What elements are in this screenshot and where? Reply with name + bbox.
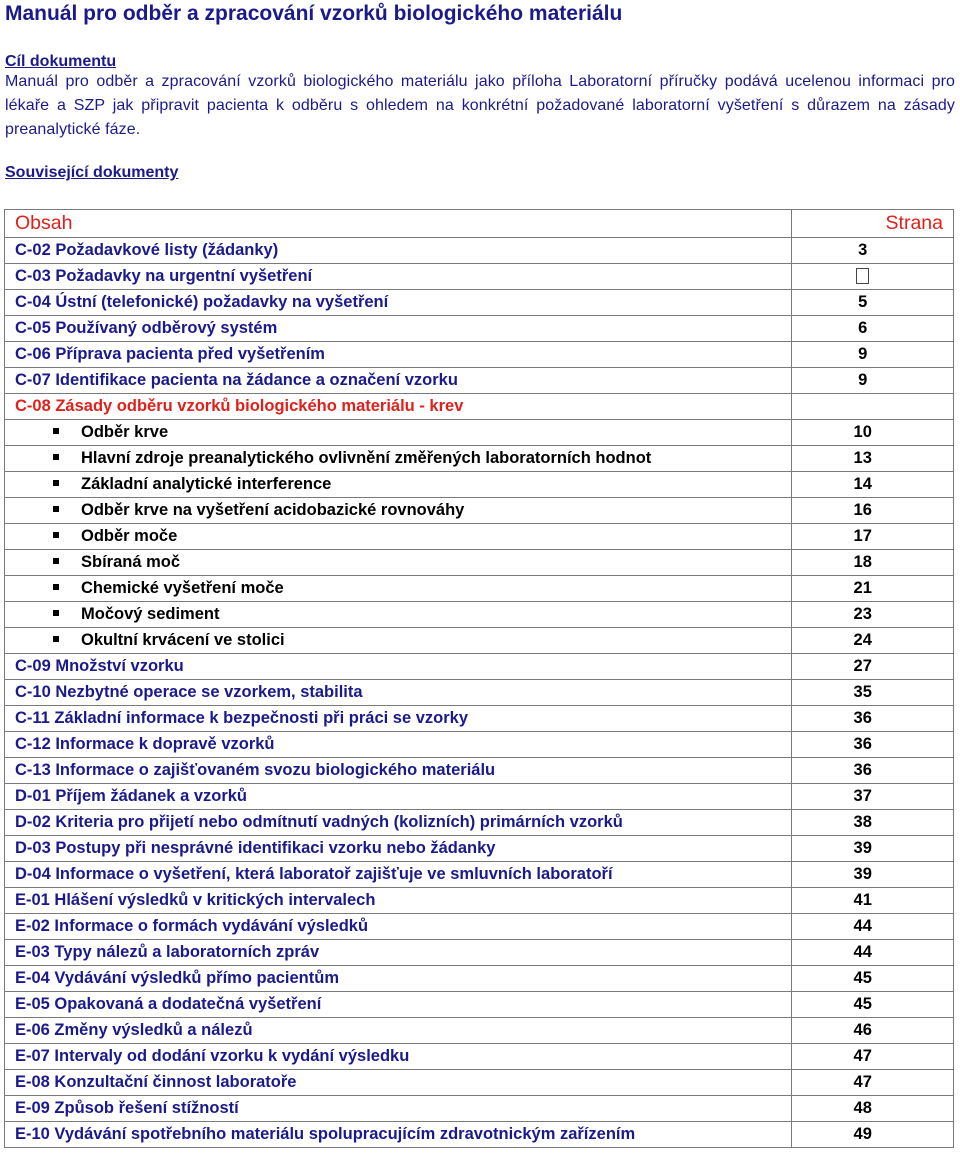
toc-entry-label: C-03 Požadavky na urgentní vyšetření [15, 267, 313, 285]
square-bullet-icon [53, 558, 59, 564]
toc-entry[interactable] [5, 602, 792, 628]
table-of-contents [4, 209, 954, 1148]
toc-row[interactable] [5, 862, 954, 888]
toc-entry-label: E-09 Způsob řešení stížností [15, 1099, 239, 1117]
page-number: 38 [853, 813, 872, 831]
toc-page-number [792, 290, 954, 316]
toc-page-number [792, 316, 954, 342]
toc-row[interactable] [5, 290, 954, 316]
toc-entry-label: E-06 Změny výsledků a nálezů [15, 1021, 253, 1039]
toc-entry-label: E-05 Opakovaná a dodatečná vyšetření [15, 995, 322, 1013]
page-number: 48 [853, 1099, 872, 1117]
toc-page-number [792, 602, 954, 628]
goal-text: Manuál pro odběr a zpracování vzorků biologického materiálu jako příloha Laboratorní příručky podává ucelenou informaci pro lékaře a SZP jak připravit pacienta k odběru s ohledem na konkrétní požadované laboratorní vyšetření s důrazem na zásady preanalytické fáze. [5, 73, 955, 138]
toc-entry-label: D-01 Příjem žádanek a vzorků [15, 787, 248, 805]
toc-row[interactable] [5, 940, 954, 966]
toc-row[interactable] [5, 420, 954, 446]
toc-row[interactable] [5, 498, 954, 524]
toc-page-number [792, 680, 954, 706]
toc-page-number [792, 1122, 954, 1148]
toc-row[interactable] [5, 836, 954, 862]
page-number: 5 [858, 293, 868, 311]
toc-entry-label: D-03 Postupy při nesprávné identifikaci vzorku nebo žádanky [15, 839, 496, 857]
toc-entry-label: C-09 Množství vzorku [15, 657, 184, 675]
page-number: 49 [853, 1125, 872, 1143]
toc-entry[interactable] [5, 810, 792, 836]
toc-row[interactable] [5, 966, 954, 992]
toc-entry-label: C-11 Základní informace k bezpečnosti při práci se vzorky [15, 709, 469, 727]
toc-header-content: Obsah [5, 210, 792, 238]
toc-entry[interactable] [5, 472, 792, 498]
toc-row[interactable] [5, 1044, 954, 1070]
toc-entry-label: D-04 Informace o vyšetření, která laboratoř zajišťuje ve smluvních laboratoří [15, 865, 613, 883]
toc-row[interactable] [5, 368, 954, 394]
toc-entry-label: E-07 Intervaly od dodání vzorku k vydání výsledku [15, 1047, 410, 1065]
page-number: 41 [853, 891, 872, 909]
page-number: 47 [853, 1073, 872, 1091]
page-number: 17 [853, 527, 872, 545]
toc-entry-label: Odběr krve na vyšetření acidobazické rovnováhy [81, 501, 465, 519]
page-number: 16 [853, 501, 872, 519]
toc-entry-label: E-02 Informace o formách vydávání výsledků [15, 917, 369, 935]
toc-row[interactable] [5, 1070, 954, 1096]
toc-page-number [792, 368, 954, 394]
toc-page-number [792, 810, 954, 836]
toc-entry[interactable] [5, 394, 792, 420]
toc-entry[interactable] [5, 368, 792, 394]
toc-page-number [792, 706, 954, 732]
toc-page-number [792, 446, 954, 472]
toc-entry[interactable] [5, 1096, 792, 1122]
toc-entry[interactable] [5, 914, 792, 940]
toc-entry-label: Sbíraná moč [81, 553, 181, 571]
page-number: 36 [853, 761, 872, 779]
toc-row[interactable] [5, 732, 954, 758]
toc-entry[interactable] [5, 550, 792, 576]
toc-entry-label: Základní analytické interference [81, 475, 332, 493]
toc-page-number [792, 628, 954, 654]
toc-entry[interactable] [5, 732, 792, 758]
toc-header-page: Strana [792, 210, 954, 238]
toc-row[interactable] [5, 784, 954, 810]
page-number: 47 [853, 1047, 872, 1065]
toc-entry[interactable] [5, 1070, 792, 1096]
toc-page-number [792, 524, 954, 550]
page-number: 36 [853, 735, 872, 753]
page-number: 35 [853, 683, 872, 701]
toc-entry[interactable] [5, 992, 792, 1018]
page-number: 39 [853, 839, 872, 857]
toc-page-number [792, 576, 954, 602]
page-number: 44 [853, 943, 872, 961]
page-number: 10 [853, 423, 872, 441]
toc-page-number [792, 862, 954, 888]
toc-page-number [792, 758, 954, 784]
page-number: 9 [858, 345, 868, 363]
toc-entry-label: Chemické vyšetření moče [81, 579, 284, 597]
toc-entry[interactable] [5, 888, 792, 914]
page-number: 21 [853, 579, 872, 597]
toc-row[interactable] [5, 316, 954, 342]
square-bullet-icon [53, 454, 59, 460]
page-number: 24 [853, 631, 872, 649]
toc-page-number [792, 1096, 954, 1122]
toc-row[interactable] [5, 992, 954, 1018]
toc-entry-label: D-02 Kriteria pro přijetí nebo odmítnutí vadných (kolizních) primárních vzorků [15, 813, 623, 831]
toc-page-number [792, 784, 954, 810]
toc-entry-label: E-08 Konzultační činnost laboratoře [15, 1073, 297, 1091]
toc-entry[interactable] [5, 784, 792, 810]
toc-entry[interactable] [5, 966, 792, 992]
toc-entry[interactable] [5, 680, 792, 706]
toc-page-number [792, 992, 954, 1018]
toc-page-number [792, 420, 954, 446]
toc-entry-label: Močový sediment [81, 605, 220, 623]
square-bullet-icon [53, 610, 59, 616]
toc-header-row [5, 210, 954, 238]
toc-entry[interactable] [5, 238, 792, 264]
toc-page-number [792, 1070, 954, 1096]
toc-row[interactable] [5, 342, 954, 368]
toc-entry-label: E-03 Typy nálezů a laboratorních zpráv [15, 943, 320, 961]
square-bullet-icon [53, 428, 59, 434]
toc-entry-label: C-07 Identifikace pacienta na žádance a označení vzorku [15, 371, 458, 389]
toc-entry-label: Odběr krve [81, 423, 169, 441]
toc-page-number [792, 238, 954, 264]
toc-row[interactable] [5, 524, 954, 550]
toc-page-number [792, 836, 954, 862]
toc-entry[interactable] [5, 1018, 792, 1044]
toc-entry[interactable] [5, 1122, 792, 1148]
toc-entry[interactable] [5, 836, 792, 862]
toc-entry-label: C-06 Příprava pacienta před vyšetřením [15, 345, 325, 363]
toc-page-number [792, 550, 954, 576]
page-number: 3 [858, 241, 868, 259]
page-number: 13 [853, 449, 872, 467]
toc-entry[interactable] [5, 264, 792, 290]
square-bullet-icon [53, 636, 59, 642]
toc-entry[interactable] [5, 628, 792, 654]
toc-row[interactable] [5, 888, 954, 914]
toc-entry[interactable] [5, 524, 792, 550]
related-documents-heading: Související dokumenty [5, 164, 179, 181]
toc-row[interactable] [5, 654, 954, 680]
toc-page-number [792, 1018, 954, 1044]
toc-page-number [792, 732, 954, 758]
page-number: 44 [853, 917, 872, 935]
toc-row[interactable] [5, 1096, 954, 1122]
toc-row[interactable] [5, 446, 954, 472]
document-title: Manuál pro odběr a zpracování vzorků biologického materiálu [5, 2, 623, 25]
toc-page-number [792, 940, 954, 966]
toc-entry[interactable] [5, 316, 792, 342]
toc-row[interactable] [5, 472, 954, 498]
goal-heading: Cíl dokumentu [5, 53, 117, 70]
toc-page-number [792, 264, 954, 290]
page-number: 18 [853, 553, 872, 571]
toc-entry[interactable] [5, 862, 792, 888]
toc-entry-label: Odběr moče [81, 527, 178, 545]
toc-entry-label: C-02 Požadavkové listy (žádanky) [15, 241, 279, 259]
toc-entry-label: Hlavní zdroje preanalytického ovlivnění změřených laboratorních hodnot [81, 449, 652, 467]
page-number: 27 [853, 657, 872, 675]
toc-entry-label: C-12 Informace k dopravě vzorků [15, 735, 275, 753]
toc-entry[interactable] [5, 498, 792, 524]
square-bullet-icon [53, 532, 59, 538]
toc-row[interactable] [5, 680, 954, 706]
toc-page-number [792, 914, 954, 940]
toc-entry[interactable] [5, 706, 792, 732]
toc-row[interactable] [5, 758, 954, 784]
toc-row[interactable] [5, 264, 954, 290]
toc-entry[interactable] [5, 576, 792, 602]
page-number: 45 [853, 995, 872, 1013]
page-number: 36 [853, 709, 872, 727]
toc-entry-label: C-05 Používaný odběrový systém [15, 319, 278, 337]
toc-row[interactable] [5, 914, 954, 940]
toc-page-number [792, 1044, 954, 1070]
toc-entry-label: E-04 Vydávání výsledků přímo pacientům [15, 969, 340, 987]
toc-row[interactable] [5, 810, 954, 836]
toc-row[interactable] [5, 238, 954, 264]
toc-row[interactable] [5, 576, 954, 602]
toc-page-number [792, 498, 954, 524]
toc-row[interactable] [5, 1018, 954, 1044]
toc-page-number [792, 966, 954, 992]
toc-page-number [792, 394, 954, 420]
toc-page-number [792, 472, 954, 498]
toc-entry-label: C-13 Informace o zajišťovaném svozu biologického materiálu [15, 761, 496, 779]
square-bullet-icon [53, 584, 59, 590]
toc-row[interactable] [5, 628, 954, 654]
page-number: 9 [858, 371, 868, 389]
toc-entry-label: Okultní krvácení ve stolici [81, 631, 285, 649]
toc-entry[interactable] [5, 290, 792, 316]
toc-row[interactable] [5, 706, 954, 732]
toc-entry[interactable] [5, 1044, 792, 1070]
page-number: 45 [853, 969, 872, 987]
toc-entry[interactable] [5, 654, 792, 680]
toc-entry-label: C-10 Nezbytné operace se vzorkem, stabilita [15, 683, 363, 701]
toc-entry[interactable] [5, 940, 792, 966]
toc-entry-label: E-10 Vydávání spotřebního materiálu spolupracujícím zdravotnickým zařízením [15, 1125, 636, 1143]
toc-entry-label: C-08 Zásady odběru vzorků biologického materiálu - krev [15, 397, 464, 415]
toc-entry-label: C-04 Ústní (telefonické) požadavky na vyšetření [15, 293, 389, 311]
toc-page-number [792, 342, 954, 368]
empty-box-icon [856, 268, 869, 284]
page-number: 6 [858, 319, 868, 337]
toc-entry-label: E-01 Hlášení výsledků v kritických intervalech [15, 891, 376, 909]
page-number: 46 [853, 1021, 872, 1039]
page-number: 14 [853, 475, 872, 493]
page-number: 39 [853, 865, 872, 883]
square-bullet-icon [53, 506, 59, 512]
toc-page-number [792, 654, 954, 680]
toc-entry[interactable] [5, 446, 792, 472]
toc-row[interactable] [5, 550, 954, 576]
page-number: 37 [853, 787, 872, 805]
toc-page-number [792, 888, 954, 914]
toc-row[interactable] [5, 602, 954, 628]
toc-row[interactable] [5, 394, 954, 420]
toc-entry[interactable] [5, 420, 792, 446]
square-bullet-icon [53, 480, 59, 486]
toc-entry[interactable] [5, 758, 792, 784]
toc-entry[interactable] [5, 342, 792, 368]
toc-row[interactable] [5, 1122, 954, 1148]
page-number: 23 [853, 605, 872, 623]
